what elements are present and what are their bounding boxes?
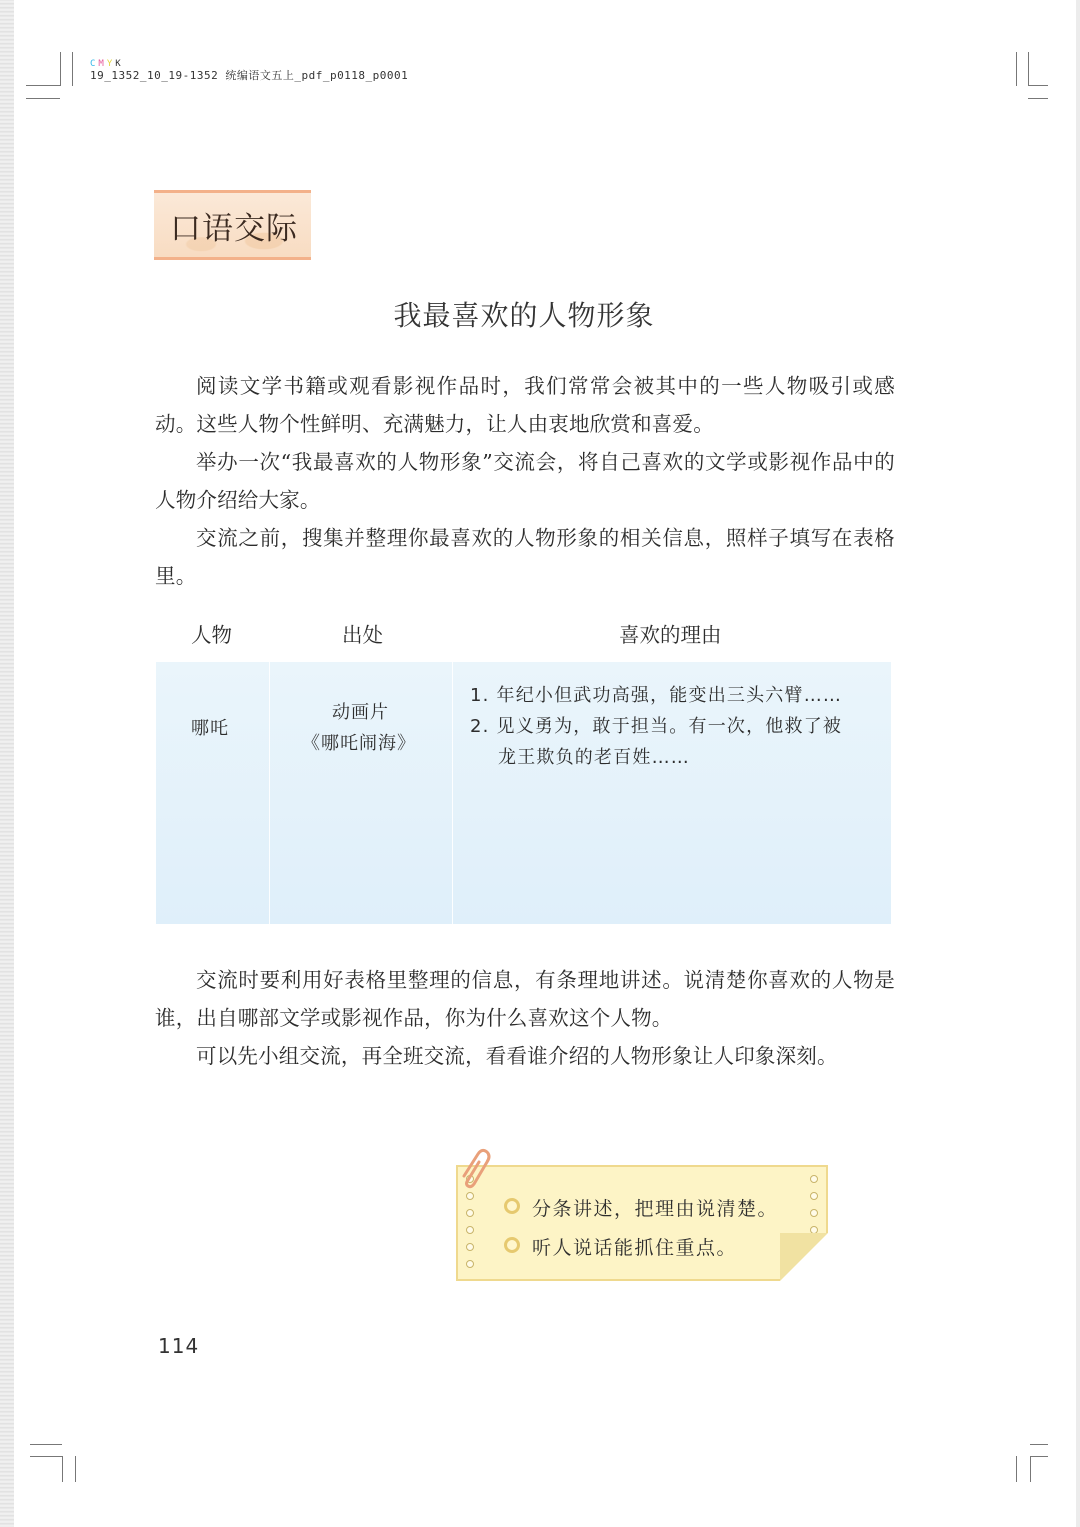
header-character: 人物: [191, 623, 232, 647]
cell-reason: [470, 680, 890, 773]
header-source: 出处: [342, 623, 383, 647]
closing-paragraph: 可以先小组交流，再全班交流，看看谁介绍的人物形象让人印象深刻。: [196, 1044, 838, 1068]
tip-text: 听人说话能抓住重点。: [532, 1237, 738, 1259]
scan-edge: [0, 0, 14, 1527]
intro-paragraph: 举办一次“我最喜欢的人物形象”交流会，将自己喜欢的文学或影视作品中的人物介绍给大家。: [155, 450, 895, 512]
intro-paragraph: 交流之前，搜集并整理你最喜欢的人物形象的相关信息，照样子填写在表格里。: [155, 526, 895, 588]
cell-character: 哪吒: [191, 718, 229, 739]
closing-paragraph: 交流时要利用好表格里整理的信息，有条理地讲述。说清楚你喜欢的人物是谁，出自哪部文学或影视作品，你为什么喜欢这个人物。: [155, 968, 895, 1030]
column-divider: [452, 662, 453, 924]
section-badge: [154, 190, 311, 260]
paperclip-icon: [454, 1146, 494, 1196]
cell-source-title: 《哪吒闹海》: [302, 733, 416, 754]
bullet-icon: [504, 1198, 520, 1214]
tip-item: [504, 1194, 778, 1221]
tip-item: [504, 1233, 737, 1260]
column-divider: [269, 662, 270, 924]
print-info: [90, 58, 408, 82]
cmyk-marks: CMYK: [90, 59, 124, 69]
page-fold: [780, 1233, 828, 1281]
header-reason: 喜欢的理由: [619, 623, 722, 647]
scan-edge-right: [1076, 0, 1080, 1527]
page-number: 114: [158, 1334, 200, 1358]
reason-line: 龙王欺负的老百姓……: [498, 747, 690, 768]
reason-line: 1. 年纪小但武功高强，能变出三头六臂……: [470, 685, 843, 706]
lesson-title: 我最喜欢的人物形象: [393, 299, 655, 332]
reason-line: 2. 见义勇为，敢于担当。有一次，他救了被: [470, 716, 843, 737]
section-label: 口语交际: [170, 211, 298, 247]
bullet-icon: [504, 1237, 520, 1253]
print-code: 19_1352_10_19-1352 统编语文五上_pdf_p0118_p0001: [90, 69, 409, 82]
tips-note-card: [456, 1165, 828, 1281]
tip-text: 分条讲述，把理由说清楚。: [532, 1198, 779, 1220]
intro-paragraph: 阅读文学书籍或观看影视作品时，我们常常会被其中的一些人物吸引或感动。这些人物个性鲜明、充满魅力，让人由衷地欣赏和喜爱。: [155, 374, 895, 436]
cell-source-type: 动画片: [332, 702, 389, 723]
